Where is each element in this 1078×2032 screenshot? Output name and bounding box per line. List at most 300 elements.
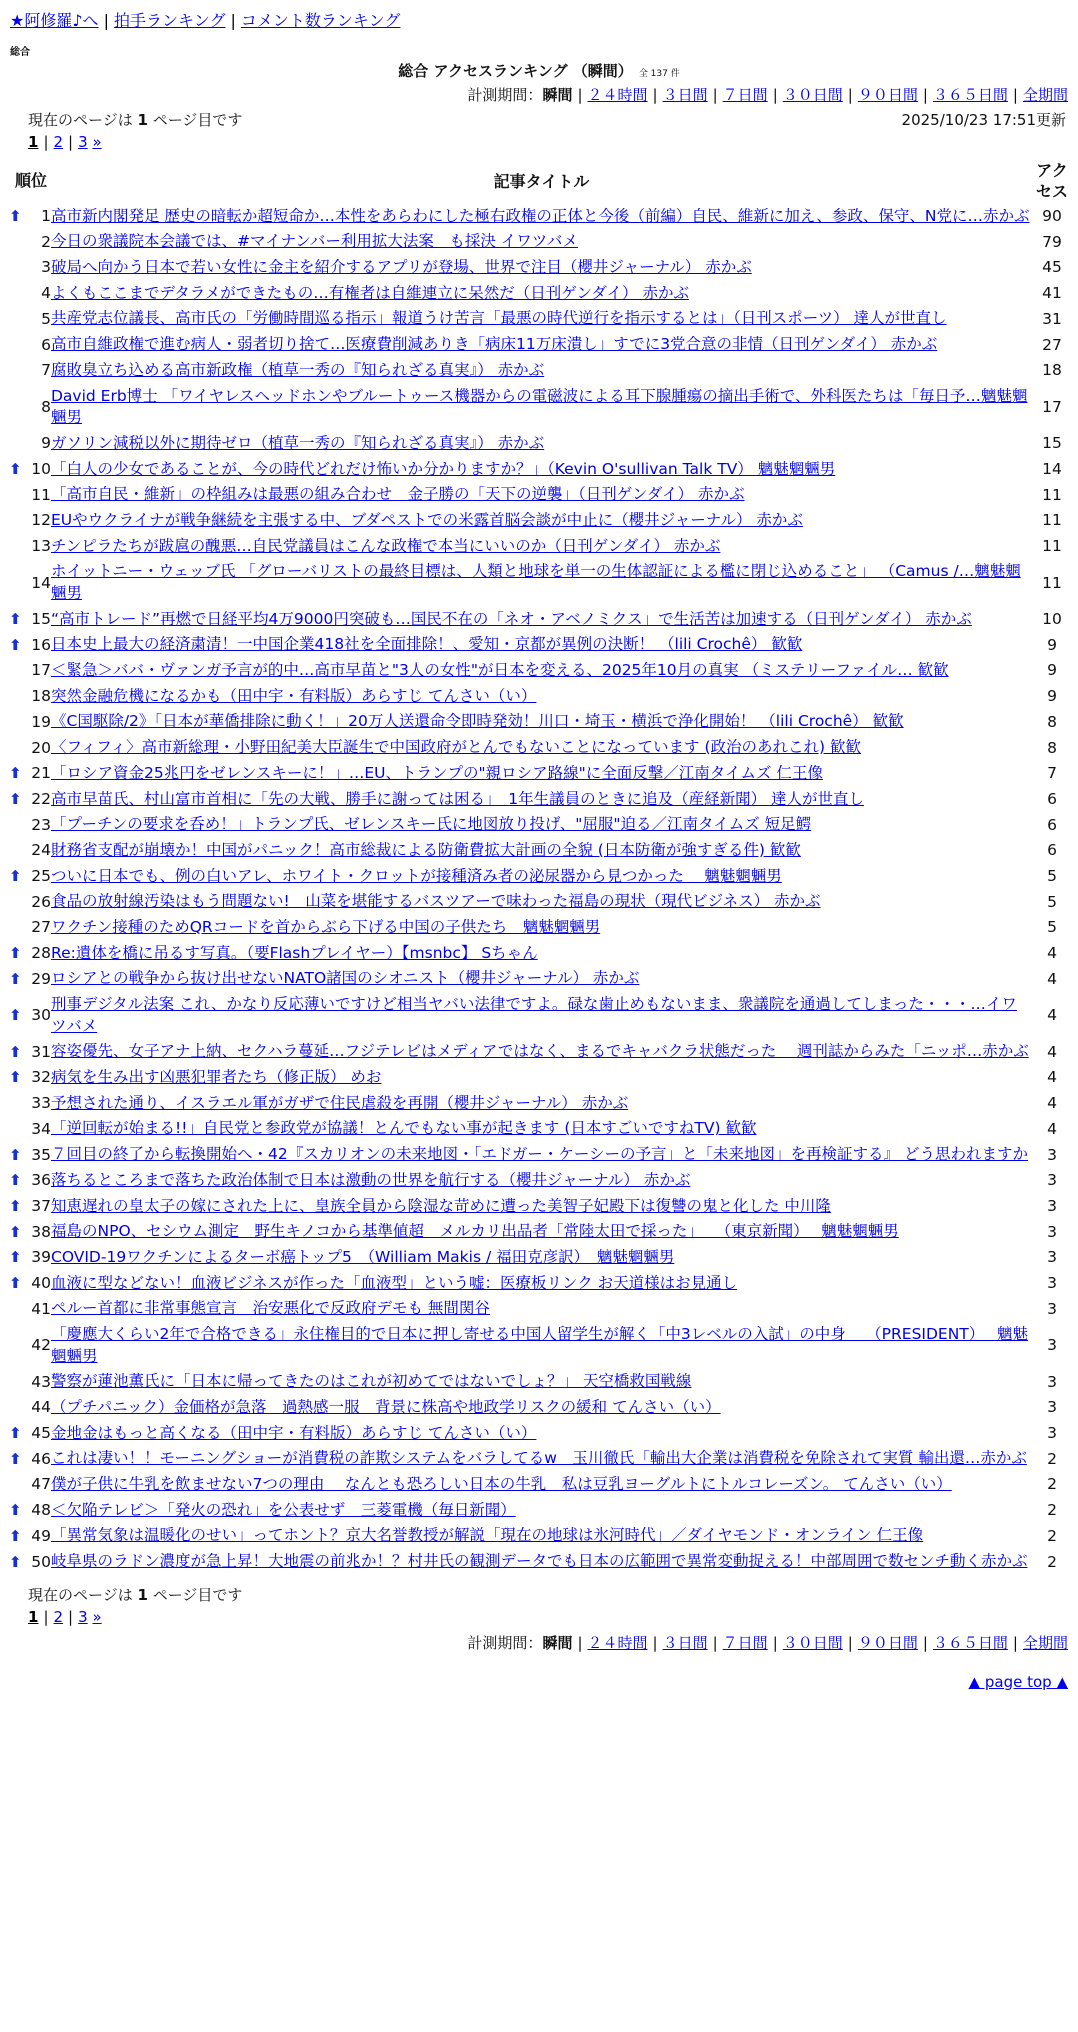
- table-row: [6, 457, 1072, 483]
- rank-number: 35: [31, 1145, 51, 1164]
- rank-cell: [6, 1369, 51, 1395]
- rank-cell: [6, 1194, 51, 1220]
- rank-cell: [6, 1498, 51, 1524]
- period-link-3[interactable]: ３０日間: [782, 86, 843, 105]
- period-link-2[interactable]: ７日間: [722, 86, 768, 105]
- rank-cell: [6, 332, 51, 358]
- page-title-row: [0, 61, 1078, 81]
- rank-cell: [6, 1065, 51, 1091]
- title-cell: [51, 761, 1032, 787]
- access-count: 8: [1047, 738, 1057, 757]
- rank-number: 46: [31, 1449, 51, 1468]
- access-count: 3: [1047, 1196, 1057, 1215]
- rank-number: 39: [31, 1248, 51, 1267]
- access-count: 11: [1042, 485, 1062, 504]
- clap-ranking-link[interactable]: 拍手ランキング: [113, 11, 226, 30]
- access-count: 4: [1047, 1094, 1057, 1113]
- table-row: [6, 1091, 1072, 1117]
- title-cell: [51, 431, 1032, 457]
- title-cell: [51, 1322, 1032, 1369]
- separator: |: [712, 86, 718, 105]
- rank-cell: [6, 1168, 51, 1194]
- article-link[interactable]: 高市自維政権で進む病人・弱者切り捨て…医療費削減ありき「病床11万床潰し」すでに3党合意の非情（日刊ゲンダイ） 赤かぶ: [51, 335, 938, 354]
- access-count: 4: [1047, 1119, 1057, 1138]
- rank-cell: [6, 306, 51, 332]
- rank-number: 43: [31, 1372, 51, 1391]
- rank-header: 順位: [14, 171, 47, 191]
- separator: |: [712, 1634, 718, 1653]
- table-row: [6, 632, 1072, 658]
- separator: |: [652, 86, 658, 105]
- up-arrow-icon: ⬆: [9, 1145, 22, 1164]
- pager-link-2[interactable]: 2: [53, 1608, 64, 1627]
- table-row: [6, 1472, 1072, 1498]
- article-link[interactable]: 高市早苗氏、村山富市首相に「先の大戦、勝手に謝っては困る」 1年生議員のときに追及（産経新聞） 達人が世直し: [51, 789, 865, 808]
- rank-number: 23: [31, 815, 51, 834]
- article-link[interactable]: 共産党志位議長、高市氏の「労働時間巡る指示」報道うけ苦言「最悪の時代逆行を指示するとは」（日刊スポーツ） 達人が世直し: [51, 309, 947, 328]
- access-count: 2: [1047, 1552, 1057, 1571]
- up-arrow-icon: ⬆: [9, 1449, 22, 1468]
- up-arrow-icon: ⬆: [9, 207, 22, 226]
- title-cell: [51, 332, 1032, 358]
- rank-cell: [6, 607, 51, 633]
- article-link[interactable]: 病気を生み出す凶悪犯罪者たち（修正版） めお: [51, 1068, 382, 1087]
- access-count: 5: [1047, 866, 1057, 885]
- rank-number: 48: [31, 1501, 51, 1520]
- access-count: 14: [1042, 459, 1062, 478]
- rank-number: 28: [31, 944, 51, 962]
- rank-number: 32: [31, 1068, 51, 1087]
- title-cell: [51, 229, 1032, 255]
- table-row: [6, 1498, 1072, 1524]
- article-link[interactable]: ガソリン減税以外に期待ゼロ（植草一秀の『知られざる真実』） 赤かぶ: [51, 433, 545, 452]
- up-arrow-icon: ⬆: [9, 789, 22, 808]
- rank-cell: [6, 281, 51, 307]
- title-cell: [51, 1271, 1032, 1297]
- article-link[interactable]: 「ロシア資金25兆円をゼレンスキーに！」…EU、トランプの"親ロシア路線"に全面反撃／江南タイムズ 仁王像: [51, 763, 823, 782]
- rank-cell: [6, 915, 51, 941]
- title-cell: [51, 992, 1032, 1039]
- title-cell: [51, 787, 1032, 813]
- pager-bottom: [0, 1605, 1078, 1627]
- rank-number: 44: [31, 1398, 51, 1417]
- period-link-4[interactable]: ９０日間: [857, 1634, 918, 1653]
- rank-number: 12: [31, 511, 51, 530]
- table-row: [6, 761, 1072, 787]
- access-count: 45: [1042, 258, 1062, 277]
- pager-link-3[interactable]: 3: [78, 132, 88, 151]
- article-link[interactable]: ペルー首都に非常事態宣言 治安悪化で反政府デモも 無間関谷: [51, 1299, 490, 1318]
- title-cell: [51, 1421, 1032, 1447]
- rank-cell: [6, 992, 51, 1039]
- separator: |: [68, 1608, 74, 1627]
- rank-cell: [6, 1549, 51, 1575]
- title-cell: [51, 508, 1032, 534]
- count-header: アクセス: [1035, 161, 1068, 201]
- rank-cell: [6, 1395, 51, 1421]
- rank-cell: [6, 658, 51, 684]
- table-row: [6, 431, 1072, 457]
- access-count: 31: [1042, 309, 1062, 328]
- title-cell: [51, 632, 1032, 658]
- rank-cell: [6, 632, 51, 658]
- article-link[interactable]: COVID-19ワクチンによるターボ癌トップ5 （William Makis / 福田克彦訳） 魑魅魍魎男: [51, 1247, 675, 1266]
- access-count: 3: [1047, 1398, 1057, 1417]
- access-count: 41: [1042, 284, 1062, 303]
- rank-number: 40: [31, 1273, 51, 1292]
- article-link[interactable]: 「白人の少女であることが、今の時代どれだけ怖いか分かりますか？」（Kevin O'sullivan Talk TV） 魑魅魍魎男: [51, 459, 836, 478]
- access-count: 3: [1047, 1248, 1057, 1267]
- access-count: 6: [1047, 789, 1057, 808]
- rank-cell: [6, 735, 51, 761]
- table-row: [6, 1549, 1072, 1575]
- article-link[interactable]: よくもここまでデタラメができたもの…有権者は自維連立に呆然だ（日刊ゲンダイ） 赤かぶ: [51, 283, 689, 302]
- table-row: [6, 941, 1072, 967]
- article-link[interactable]: 金地金はもっと高くなる（田中宇・有料版）あらすじ てんさい（い）: [51, 1423, 537, 1442]
- title-cell: [51, 1065, 1032, 1091]
- rank-cell: [6, 534, 51, 560]
- pager-link-3[interactable]: 3: [78, 1608, 88, 1627]
- up-arrow-icon: ⬆: [9, 1501, 22, 1520]
- article-link[interactable]: ロシアとの戦争から抜け出せないNATO諸国のシオニスト（櫻井ジャーナル） 赤かぶ: [51, 969, 640, 988]
- article-link[interactable]: 容姿優先、女子アナ上納、セクハラ蔓延…フジテレビはメディアではなく、まるでキャバクラ状態だった 週刊誌からみた「ニッポ…赤かぶ: [51, 1042, 1029, 1061]
- separator: |: [772, 1634, 778, 1653]
- period-link-5[interactable]: ３６５日間: [932, 1634, 1008, 1653]
- period-link-5[interactable]: ３６５日間: [932, 86, 1008, 105]
- rank-number: 15: [31, 610, 51, 629]
- table-row: [6, 787, 1072, 813]
- article-link[interactable]: David Erb博士 「ワイヤレスヘッドホンやブルートゥース機器からの電磁波による耳下腺腫瘍の摘出手術で、外科医たちは「毎日予…魑魅魍魎男: [51, 386, 1028, 427]
- page-top-link[interactable]: ▲ page top ▲: [968, 1672, 1068, 1691]
- title-cell: [51, 1194, 1032, 1220]
- access-count: 79: [1042, 232, 1062, 251]
- article-link[interactable]: チンピラたちが跋扈の醜悪…自民党議員はこんな政権で本当にいいのか（日刊ゲンダイ） 赤かぶ: [51, 536, 721, 555]
- rank-number: 41: [31, 1299, 51, 1318]
- access-count: 11: [1042, 537, 1062, 555]
- article-link[interactable]: 岐阜県のラドン濃度が急上昇！大地震の前兆か！？村井氏の観測データでも日本の広範囲で異常変動捉える！中部周囲で数センチ動く赤かぶ: [51, 1552, 1028, 1571]
- updated-timestamp: 2025/10/23 17:51更新: [901, 110, 1066, 129]
- up-arrow-icon: ⬆: [9, 1222, 22, 1241]
- article-link[interactable]: 腐敗臭立ち込める高市新政権（植草一秀の『知られざる真実』） 赤かぶ: [51, 360, 545, 379]
- access-count: 11: [1042, 573, 1062, 592]
- table-row: [6, 384, 1072, 431]
- rank-number: 38: [31, 1222, 51, 1241]
- article-link[interactable]: 福島のNPO、セシウム測定 野生キノコから基準値超 メルカリ出品者「常陸太田で採った」 （東京新聞） 魑魅魍魎男: [51, 1222, 899, 1241]
- access-count: 6: [1047, 841, 1057, 860]
- rank-cell: [6, 761, 51, 787]
- article-link[interactable]: Re:遺体を橋に吊るす写真。（要Flashプレイヤー）【msnbc】 Sちゃん: [51, 943, 538, 962]
- article-link[interactable]: 突然金融危機になるかも（田中宇・有料版）あらすじ てんさい（い）: [51, 686, 537, 705]
- rank-cell: [6, 255, 51, 281]
- table-row: [6, 1168, 1072, 1194]
- page-top-row: [0, 1672, 1078, 1692]
- title-cell: [51, 204, 1032, 230]
- article-link[interactable]: 予想された通り、イスラエル軍がガザで住民虐殺を再開（櫻井ジャーナル） 赤かぶ: [51, 1093, 629, 1112]
- table-row: [6, 559, 1072, 606]
- table-row: [6, 332, 1072, 358]
- article-link[interactable]: これは凄い！！モーニングショーが消費税の詐欺システムをバラしてるw 玉川徹氏「輸出大企業は消費税を免除されて実質 輸出還…赤かぶ: [51, 1449, 1027, 1468]
- period-label: 計測期間：: [467, 86, 543, 105]
- article-link[interactable]: 今日の衆議院本会議では、#マイナンバー利用拡大法案 も採決 イワツバメ: [51, 232, 578, 251]
- table-row: [6, 255, 1072, 281]
- title-cell: [51, 1446, 1032, 1472]
- rank-cell: [6, 1142, 51, 1168]
- rank-cell: [6, 709, 51, 735]
- article-link[interactable]: 「プーチンの要求を呑め！」トランプ氏、ゼレンスキー氏に地図放り投げ、"屈服"迫る／江南タイムズ 短足鰐: [51, 815, 812, 834]
- table-row: [6, 1523, 1072, 1549]
- access-count: 3: [1047, 1336, 1057, 1355]
- rank-number: 2: [41, 232, 51, 251]
- title-cell: [51, 457, 1032, 483]
- period-link-3[interactable]: ３０日間: [782, 1634, 843, 1653]
- rank-number: 22: [31, 789, 51, 808]
- home-link[interactable]: ★阿修羅♪へ: [10, 11, 99, 30]
- period-link-6[interactable]: 全期間: [1022, 86, 1068, 105]
- title-header: 記事タイトル: [493, 172, 590, 192]
- rank-number: 20: [31, 738, 51, 757]
- article-link[interactable]: 知恵遅れの皇太子の嫁にされた上に、皇族全員から陰湿な苛めに遭った美智子妃殿下は復讐の鬼と化した 中川隆: [51, 1196, 831, 1215]
- rank-number: 49: [31, 1526, 51, 1545]
- article-link[interactable]: 〈フィフィ〉高市新総理・小野田紀美大臣誕生で中国政府がとんでもないことになっています (政治のあれこれ) 歓歓: [51, 738, 861, 757]
- table-row: [6, 1446, 1072, 1472]
- period-link-1[interactable]: ３日間: [662, 1634, 708, 1653]
- title-cell: [51, 1245, 1032, 1271]
- rank-number: 36: [31, 1171, 51, 1190]
- rank-cell: [6, 812, 51, 838]
- rank-cell: [6, 1039, 51, 1065]
- rank-number: 25: [31, 866, 51, 885]
- rank-cell: [6, 1296, 51, 1322]
- table-row: [6, 281, 1072, 307]
- article-link[interactable]: EUやウクライナが戦争継続を主張する中、ブダペストでの米露首脳会談が中止に（櫻井ジャーナル） 赤かぶ: [51, 510, 803, 529]
- rank-cell: [6, 941, 51, 967]
- current-page-number: 1: [137, 110, 148, 129]
- access-count: 3: [1047, 1171, 1057, 1190]
- access-count: 3: [1047, 1424, 1057, 1443]
- rank-cell: [6, 482, 51, 508]
- title-cell: [51, 812, 1032, 838]
- access-count: 5: [1047, 918, 1057, 937]
- article-link[interactable]: ワクチン接種のためQRコードを首からぶら下げる中国の子供たち 魑魅魍魎男: [51, 917, 601, 936]
- table-row: [6, 1245, 1072, 1271]
- article-link[interactable]: （プチパニック）金価格が急落 過熱感一服 背景に株高や地政学リスクの緩和 てんさい（い）: [51, 1398, 721, 1416]
- access-count: 4: [1047, 1006, 1057, 1025]
- separator: |: [577, 1634, 583, 1653]
- rank-cell: [6, 559, 51, 606]
- title-cell: [51, 358, 1032, 384]
- table-row: [6, 204, 1072, 230]
- article-link[interactable]: “高市トレード”再燃で日経平均4万9000円突破も…国民不在の「ネオ・アベノミクス」で生活苦は加速する（日刊ゲンダイ） 赤かぶ: [51, 609, 972, 628]
- title-cell: [51, 281, 1032, 307]
- up-arrow-icon: ⬆: [9, 1273, 22, 1292]
- separator: |: [68, 132, 74, 151]
- article-link[interactable]: ７回目の終了から転換開始へ・42『スカリオンの未来地図・「エドガー・ケーシーの予言」と「未来地図」を再検証する』 どう思われますか: [51, 1145, 1028, 1164]
- rank-cell: [6, 1322, 51, 1369]
- table-row: [6, 1065, 1072, 1091]
- pager-link-2[interactable]: 2: [53, 132, 64, 151]
- title-cell: [51, 1369, 1032, 1395]
- title-cell: [51, 735, 1032, 761]
- access-count: 7: [1047, 764, 1057, 783]
- title-cell: [51, 1498, 1032, 1524]
- rank-number: 9: [41, 434, 51, 453]
- article-link[interactable]: 財務省支配が崩壊か！中国がパニック！高市総裁による防衛費拡大計画の全貌 (日本防衛が強すぎる件) 歓歓: [51, 840, 801, 859]
- title-cell: [51, 658, 1032, 684]
- rank-number: 34: [31, 1119, 51, 1138]
- up-arrow-icon: ⬆: [9, 969, 22, 988]
- article-link[interactable]: ついに日本でも、例の白いアレ、ホワイト・クロットが接種済み者の泌尿器から見つかった 魑魅魍魎男: [51, 866, 782, 885]
- access-count: 9: [1047, 661, 1057, 680]
- rank-number: 37: [31, 1196, 51, 1215]
- rank-cell: [6, 1116, 51, 1142]
- table-row: [6, 306, 1072, 332]
- rank-number: 14: [31, 573, 51, 592]
- article-link[interactable]: 高市新内閣発足 歴史の暗転か超短命か…本性をあらわにした極右政権の正体と今後（前編）自民、維新に加え、参政、保守、N党に…赤かぶ: [51, 206, 1030, 225]
- article-link[interactable]: ＜欠陥テレビ＞「発火の恐れ」を公表せず 三菱電機（毎日新聞）: [51, 1500, 516, 1519]
- rank-cell: [6, 838, 51, 864]
- separator: |: [922, 86, 928, 105]
- title-cell: [51, 306, 1032, 332]
- title-cell: [51, 889, 1032, 915]
- table-row: [6, 1369, 1072, 1395]
- article-link[interactable]: 刑事デジタル法案 これ、かなり反応薄いですけど相当ヤバい法律ですよ。碌な歯止めもないまま、衆議院を通過してしまった・・・…イワツバメ: [51, 995, 1017, 1035]
- rank-number: 45: [31, 1424, 51, 1443]
- rank-cell: [6, 1091, 51, 1117]
- period-link-0[interactable]: ２４時間: [587, 1634, 648, 1653]
- title-cell: [51, 1219, 1032, 1245]
- up-arrow-icon: ⬆: [9, 1068, 22, 1087]
- access-count: 3: [1047, 1299, 1057, 1318]
- table-row: [6, 992, 1072, 1039]
- table-row: [6, 684, 1072, 710]
- current-page-number: 1: [137, 1585, 148, 1604]
- table-row: [6, 1271, 1072, 1297]
- pager-next-link[interactable]: »: [92, 1608, 102, 1627]
- title-cell: [51, 1039, 1032, 1065]
- article-link[interactable]: 落ちるところまで落ちた政治体制で日本は激動の世界を航行する（櫻井ジャーナル） 赤かぶ: [51, 1170, 691, 1189]
- page-info-row: [0, 106, 1078, 130]
- rank-cell: [6, 358, 51, 384]
- comment-ranking-link[interactable]: コメント数ランキング: [240, 11, 401, 30]
- rank-cell: [6, 1446, 51, 1472]
- title-cell: [51, 482, 1032, 508]
- table-row: [6, 1116, 1072, 1142]
- access-count: 2: [1047, 1501, 1057, 1520]
- rank-number: 4: [41, 284, 51, 303]
- table-row: [6, 1395, 1072, 1421]
- table-row: [6, 1296, 1072, 1322]
- article-link[interactable]: 「慶應大くらい2年で合格できる」永住権目的で日本に押し寄せる中国人留学生が解く「中3レベルの入試」の中身 （PRESIDENT） 魑魅魍魎男: [51, 1324, 1028, 1365]
- rank-number: 17: [31, 661, 51, 680]
- table-row: [6, 1421, 1072, 1447]
- table-row: [6, 1219, 1072, 1245]
- title-cell: [51, 559, 1032, 606]
- access-count: 9: [1047, 687, 1057, 706]
- period-link-6[interactable]: 全期間: [1022, 1634, 1068, 1653]
- access-count: 4: [1047, 969, 1057, 988]
- period-link-2[interactable]: ７日間: [722, 1634, 768, 1653]
- pager-next-link[interactable]: »: [92, 132, 102, 151]
- access-count: 90: [1042, 207, 1062, 226]
- access-count: 27: [1042, 335, 1062, 354]
- table-row: [6, 607, 1072, 633]
- title-cell: [51, 864, 1032, 890]
- table-row: [6, 864, 1072, 890]
- rank-number: 27: [31, 918, 51, 937]
- rank-number: 18: [31, 687, 51, 706]
- title-cell: [51, 941, 1032, 967]
- table-row: [6, 1194, 1072, 1220]
- rank-number: 21: [31, 764, 51, 783]
- pager: [0, 130, 1078, 152]
- table-row: [6, 1142, 1072, 1168]
- access-count: 8: [1047, 712, 1057, 731]
- top-nav: ★阿修羅♪へ | 拍手ランキング | コメント数ランキング: [10, 11, 401, 30]
- period-link-1[interactable]: ３日間: [662, 86, 708, 105]
- up-arrow-icon: ⬆: [9, 944, 22, 962]
- separator: |: [43, 132, 49, 151]
- rank-cell: [6, 229, 51, 255]
- separator: |: [847, 86, 853, 105]
- article-link[interactable]: 僕が子供に牛乳を飲ませない7つの理由 なんとも恐ろしい日本の牛乳 私は豆乳ヨーグルトにトルコレーズン。 てんさい（い）: [51, 1475, 952, 1494]
- access-count: 9: [1047, 635, 1057, 654]
- article-link[interactable]: 破局へ向かう日本で若い女性に金主を紹介するアプリが登場、世界で注目（櫻井ジャーナル） 赤かぶ: [51, 258, 752, 277]
- article-link[interactable]: 日本史上最大の経済粛清！一中国企業418社を全面排除！、愛知・京都が異例の決断！ （lili Crochê） 歓歓: [51, 635, 803, 654]
- article-link[interactable]: 血液に型などない！血液ビジネスが作った「血液型」という嘘：医療板リンク お天道様はお見通し: [51, 1273, 738, 1292]
- page-info-row-bottom: [0, 1581, 1078, 1605]
- rank-cell: [6, 787, 51, 813]
- separator: |: [1012, 1634, 1018, 1653]
- rank-number: 7: [41, 361, 51, 380]
- period-link-0[interactable]: ２４時間: [587, 86, 648, 105]
- rank-number: 31: [31, 1042, 51, 1061]
- title-cell: [51, 966, 1032, 992]
- article-link[interactable]: 食品の放射線汚染はもう問題ない! 山菜を堪能するバスツアーで味わった福島の現状（現代ビジネス） 赤かぶ: [51, 892, 821, 911]
- article-link[interactable]: 「高市自民・維新」の枠組みは最悪の組み合わせ 金子勝の「天下の逆襲」（日刊ゲンダイ） 赤かぶ: [51, 485, 745, 504]
- up-arrow-icon: ⬆: [9, 1248, 22, 1267]
- ranking-table: [6, 160, 1072, 1575]
- period-link-4[interactable]: ９０日間: [857, 86, 918, 105]
- page-info-bottom: 現在のページは 1 ページ目です: [28, 1585, 243, 1604]
- article-link[interactable]: ＜緊急＞ババ・ヴァンガ予言が的中…高市早苗と"3人の女性"が日本を変える、2025年10月の真実 （ミステリーファイル… 歓歓: [51, 661, 949, 680]
- access-count: 6: [1047, 815, 1057, 834]
- article-link[interactable]: 「異常気象は温暖化のせい」ってホント？京大名誉教授が解説「現在の地球は氷河時代」／ダイヤモンド・オンライン 仁王像: [51, 1526, 924, 1545]
- access-count: 4: [1047, 1042, 1057, 1061]
- article-link[interactable]: ホイットニー・ウェッブ氏 「グローバリストの最終目標は、人類と地球を単一の生体認証による檻に閉じ込めること」 （Camus /…魑魅魍魎男: [51, 562, 1021, 602]
- table-row: [6, 812, 1072, 838]
- rank-cell: [6, 889, 51, 915]
- pager-current: 1: [28, 132, 39, 151]
- article-link[interactable]: 《C国駆除/2》「日本が華僑排除に動く！」20万人送還命令即時発効！川口・埼玉・横浜で浄化開始！ （lili Crochê） 歓歓: [51, 712, 904, 731]
- title-cell: [51, 1296, 1032, 1322]
- access-count: 11: [1042, 511, 1062, 530]
- article-link[interactable]: 警察が蓮池薫氏に「日本に帰ってきたのはこれが初めてではないでしょ？」 天空橋救国戦線: [51, 1372, 692, 1391]
- separator: |: [847, 1634, 853, 1653]
- title-cell: [51, 1472, 1032, 1498]
- table-row: [6, 966, 1072, 992]
- article-link[interactable]: 「逆回転が始まる!!」自民党と参政党が協議！とんでもない事が起きます (日本すごいですねTV) 歓歓: [51, 1119, 757, 1138]
- up-arrow-icon: ⬆: [9, 610, 22, 629]
- table-row: [6, 1322, 1072, 1369]
- title-cell: [51, 1395, 1032, 1421]
- rank-number: 30: [31, 1006, 51, 1025]
- up-arrow-icon: ⬆: [9, 459, 22, 478]
- period-selector: [0, 85, 1078, 105]
- up-arrow-icon: ⬆: [9, 1552, 22, 1571]
- rank-cell: [6, 1523, 51, 1549]
- title-cell: [51, 1549, 1032, 1575]
- access-count: 4: [1047, 944, 1057, 962]
